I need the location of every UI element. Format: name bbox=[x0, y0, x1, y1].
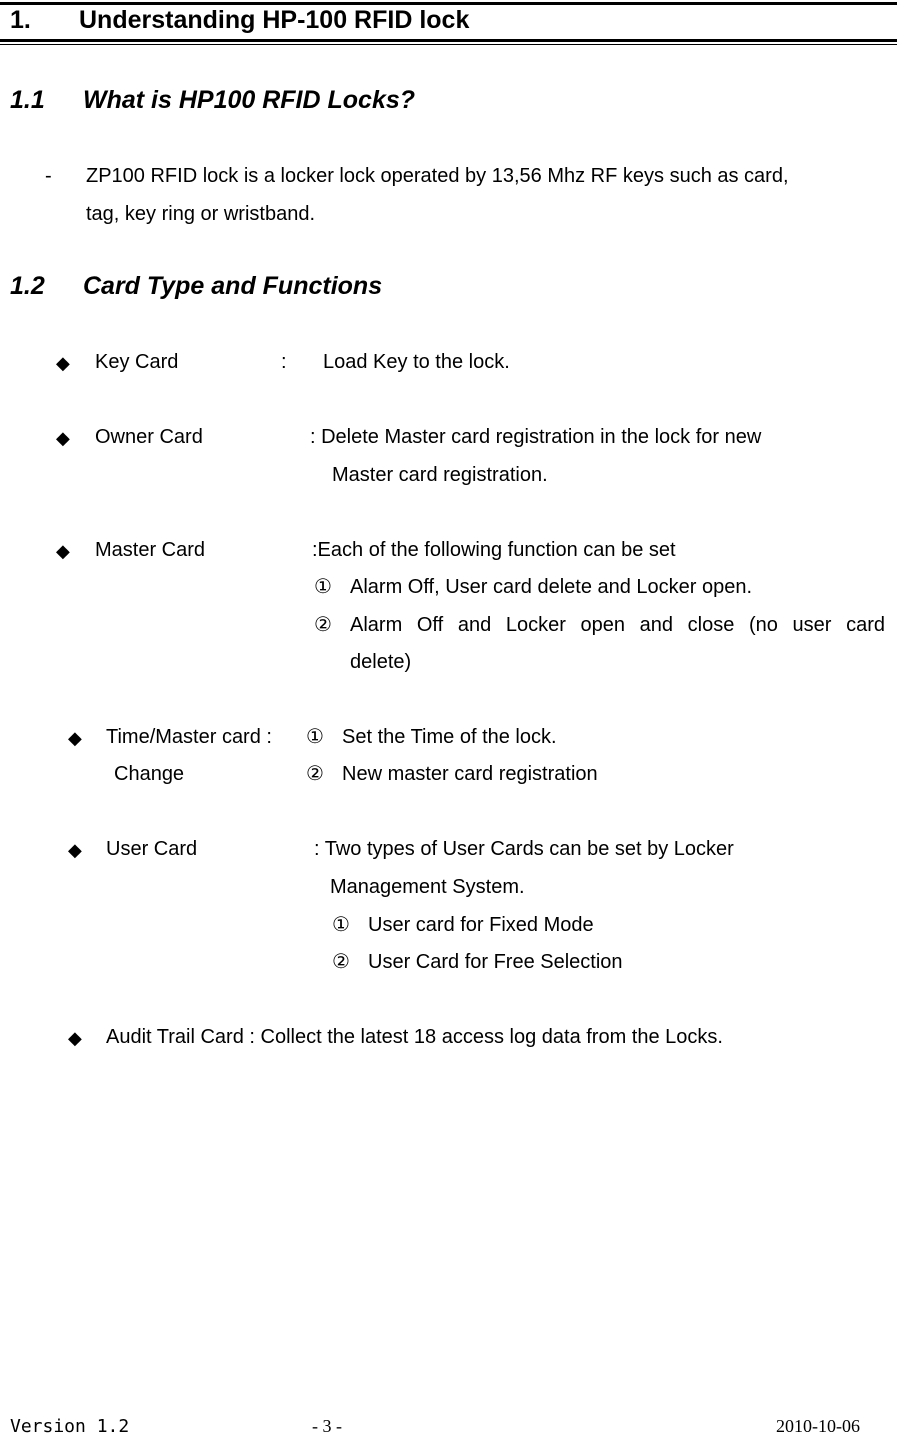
section-1-1-dash: - bbox=[45, 165, 52, 187]
section-1-1-number: 1.1 bbox=[10, 86, 45, 114]
bullet-icon: ◆ bbox=[68, 1028, 82, 1048]
section-1-1-title: What is HP100 RFID Locks? bbox=[83, 86, 416, 114]
time-master-card-item-1-marker: ① bbox=[306, 726, 324, 748]
bullet-icon: ◆ bbox=[68, 728, 82, 748]
master-card-label: Master Card bbox=[95, 539, 206, 561]
section-1-2-title: Card Type and Functions bbox=[83, 272, 383, 300]
time-master-card-label-2: Change bbox=[114, 763, 185, 785]
key-card-label: Key Card bbox=[95, 351, 179, 373]
key-card-separator: : bbox=[281, 351, 287, 373]
user-card-label: User Card bbox=[106, 838, 198, 860]
master-card-item-2-marker: ② bbox=[314, 614, 332, 636]
key-card-description: Load Key to the lock. bbox=[323, 351, 510, 373]
user-card-item-2-text: User Card for Free Selection bbox=[368, 951, 623, 973]
time-master-card-label-1: Time/Master card : bbox=[106, 726, 272, 748]
top-rule bbox=[0, 2, 897, 5]
user-card-item-1-marker: ① bbox=[332, 914, 350, 936]
user-card-item-2-marker: ② bbox=[332, 951, 350, 973]
section-1-1-line-1: ZP100 RFID lock is a locker lock operated by 13,56 Mhz RF keys such as card, bbox=[86, 165, 789, 187]
owner-card-description-1: : Delete Master card registration in the lock for new bbox=[310, 426, 762, 448]
heading-1-number: 1. bbox=[10, 6, 31, 34]
bullet-icon: ◆ bbox=[56, 428, 70, 448]
time-master-card-item-2-marker: ② bbox=[306, 763, 324, 785]
bullet-icon: ◆ bbox=[68, 840, 82, 860]
master-card-item-2-text-2: delete) bbox=[350, 651, 412, 673]
audit-trail-card-text: Audit Trail Card : Collect the latest 18 access log data from the Locks. bbox=[106, 1026, 723, 1048]
bullet-icon: ◆ bbox=[56, 541, 70, 561]
heading-rule-thick bbox=[0, 39, 897, 42]
footer-date: 2010-10-06 bbox=[776, 1416, 860, 1436]
time-master-card-item-2-text: New master card registration bbox=[342, 763, 598, 785]
owner-card-description-2: Master card registration. bbox=[332, 464, 548, 486]
section-1-2-number: 1.2 bbox=[10, 272, 45, 300]
owner-card-label: Owner Card bbox=[95, 426, 203, 448]
master-card-item-1-marker: ① bbox=[314, 576, 332, 598]
section-1-1-line-2: tag, key ring or wristband. bbox=[86, 203, 315, 225]
master-card-item-1-text: Alarm Off, User card delete and Locker open. bbox=[350, 576, 753, 598]
heading-rule-thin bbox=[0, 44, 897, 45]
footer-page-number: - 3 - bbox=[312, 1416, 342, 1436]
master-card-description: :Each of the following function can be set bbox=[312, 539, 676, 561]
user-card-description-1: : Two types of User Cards can be set by Locker bbox=[314, 838, 734, 860]
heading-1-title: Understanding HP-100 RFID lock bbox=[79, 6, 470, 34]
footer-version: Version 1.2 bbox=[10, 1416, 130, 1437]
user-card-description-2: Management System. bbox=[330, 876, 525, 898]
time-master-card-item-1-text: Set the Time of the lock. bbox=[342, 726, 557, 748]
bullet-icon: ◆ bbox=[56, 353, 70, 373]
user-card-item-1-text: User card for Fixed Mode bbox=[368, 914, 594, 936]
master-card-item-2-text-1: Alarm Off and Locker open and close (no user card bbox=[350, 614, 885, 636]
